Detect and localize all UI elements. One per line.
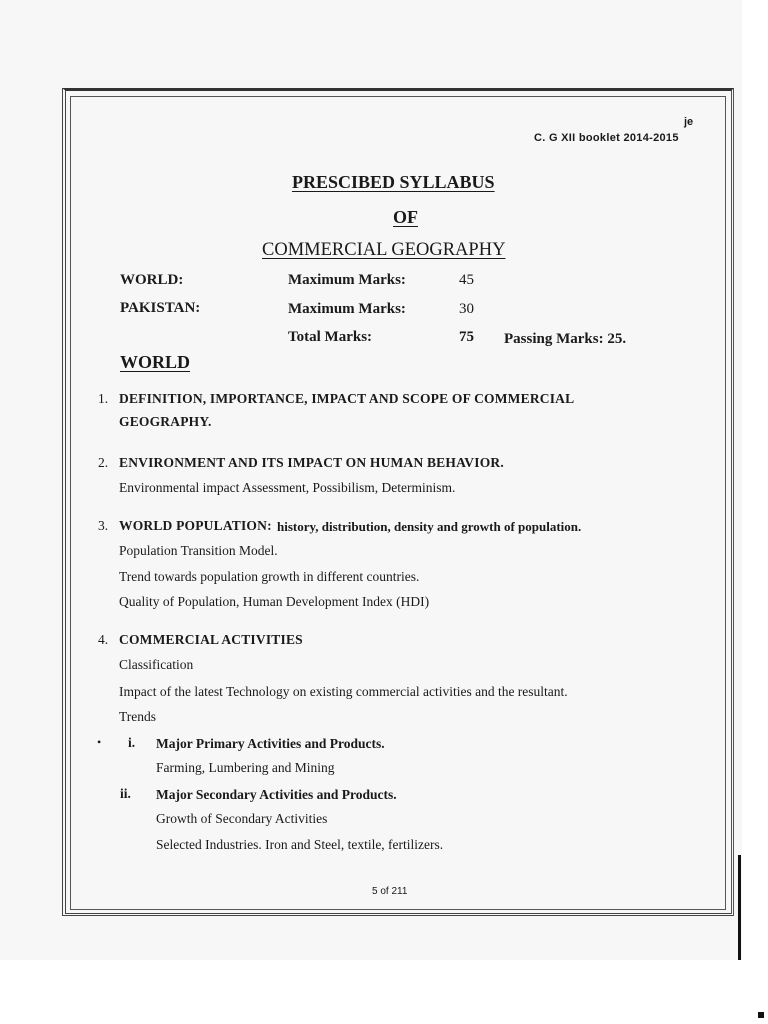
subtopic-i-number: i. bbox=[128, 735, 136, 750]
topic-1-heading: DEFINITION, IMPORTANCE, IMPACT AND SCOPE OF COMMERCIAL bbox=[119, 391, 575, 406]
topic-3-heading-bold: WORLD POPULATION: bbox=[119, 518, 272, 533]
topic-2-line-1: Environmental impact Assessment, Possibilism, Determinism. bbox=[119, 480, 456, 495]
topic-3-line-2: Trend towards population growth in different countries. bbox=[119, 569, 420, 584]
topic-2-number: 2. bbox=[98, 455, 109, 470]
topic-4-line-3: Trends bbox=[119, 709, 157, 724]
title-line-2: OF bbox=[393, 207, 418, 227]
world-marks-label: WORLD: bbox=[120, 272, 184, 288]
total-marks-label: Total Marks: bbox=[288, 329, 373, 345]
section-heading-world: WORLD bbox=[120, 352, 191, 372]
scan-edge-line bbox=[738, 855, 741, 960]
pakistan-max-label: Maximum Marks: bbox=[288, 301, 406, 317]
subtopic-ii-line-1: Growth of Secondary Activities bbox=[156, 811, 328, 826]
scan-artifact-dot bbox=[758, 1012, 764, 1018]
subtopic-ii-number: ii. bbox=[120, 786, 131, 801]
topic-3-line-3: Quality of Population, Human Development Index (HDI) bbox=[119, 594, 430, 609]
topic-4-line-1: Classification bbox=[119, 657, 194, 672]
topic-3-line-1: Population Transition Model. bbox=[119, 543, 278, 558]
world-max-label: Maximum Marks: bbox=[288, 272, 406, 288]
topic-3-number: 3. bbox=[98, 518, 109, 533]
stray-bullet-mark: • bbox=[97, 735, 102, 749]
subtopic-i-heading: Major Primary Activities and Products. bbox=[156, 736, 385, 751]
pakistan-max-value: 30 bbox=[459, 301, 474, 317]
booklet-label: C. G XII booklet 2014-2015 bbox=[534, 132, 679, 144]
subtopic-i-line-1: Farming, Lumbering and Mining bbox=[156, 760, 335, 775]
title-line-3: COMMERCIAL GEOGRAPHY bbox=[262, 240, 506, 260]
pakistan-marks-label: PAKISTAN: bbox=[120, 300, 201, 316]
topic-1-heading-cont: GEOGRAPHY. bbox=[119, 414, 212, 429]
topic-4-line-2: Impact of the latest Technology on existing commercial activities and the resultant. bbox=[119, 684, 568, 699]
world-max-value: 45 bbox=[459, 272, 474, 288]
topic-3-heading-rest: history, distribution, density and growth of population. bbox=[277, 519, 582, 534]
topic-2-heading: ENVIRONMENT AND ITS IMPACT ON HUMAN BEHAVIOR. bbox=[119, 455, 504, 470]
page-number: 5 of 211 bbox=[372, 886, 408, 897]
topic-1-number: 1. bbox=[98, 391, 109, 406]
subtopic-ii-line-2: Selected Industries. Iron and Steel, textile, fertilizers. bbox=[156, 837, 444, 852]
passing-marks: Passing Marks: 25. bbox=[504, 331, 627, 347]
title-line-1: PRESCIBED SYLLABUS bbox=[292, 172, 495, 192]
topic-4-heading: COMMERCIAL ACTIVITIES bbox=[119, 632, 303, 647]
total-marks-value: 75 bbox=[459, 329, 474, 345]
topic-4-number: 4. bbox=[98, 632, 109, 647]
subtopic-ii-heading: Major Secondary Activities and Products. bbox=[156, 787, 397, 802]
corner-mark: je bbox=[684, 116, 694, 128]
